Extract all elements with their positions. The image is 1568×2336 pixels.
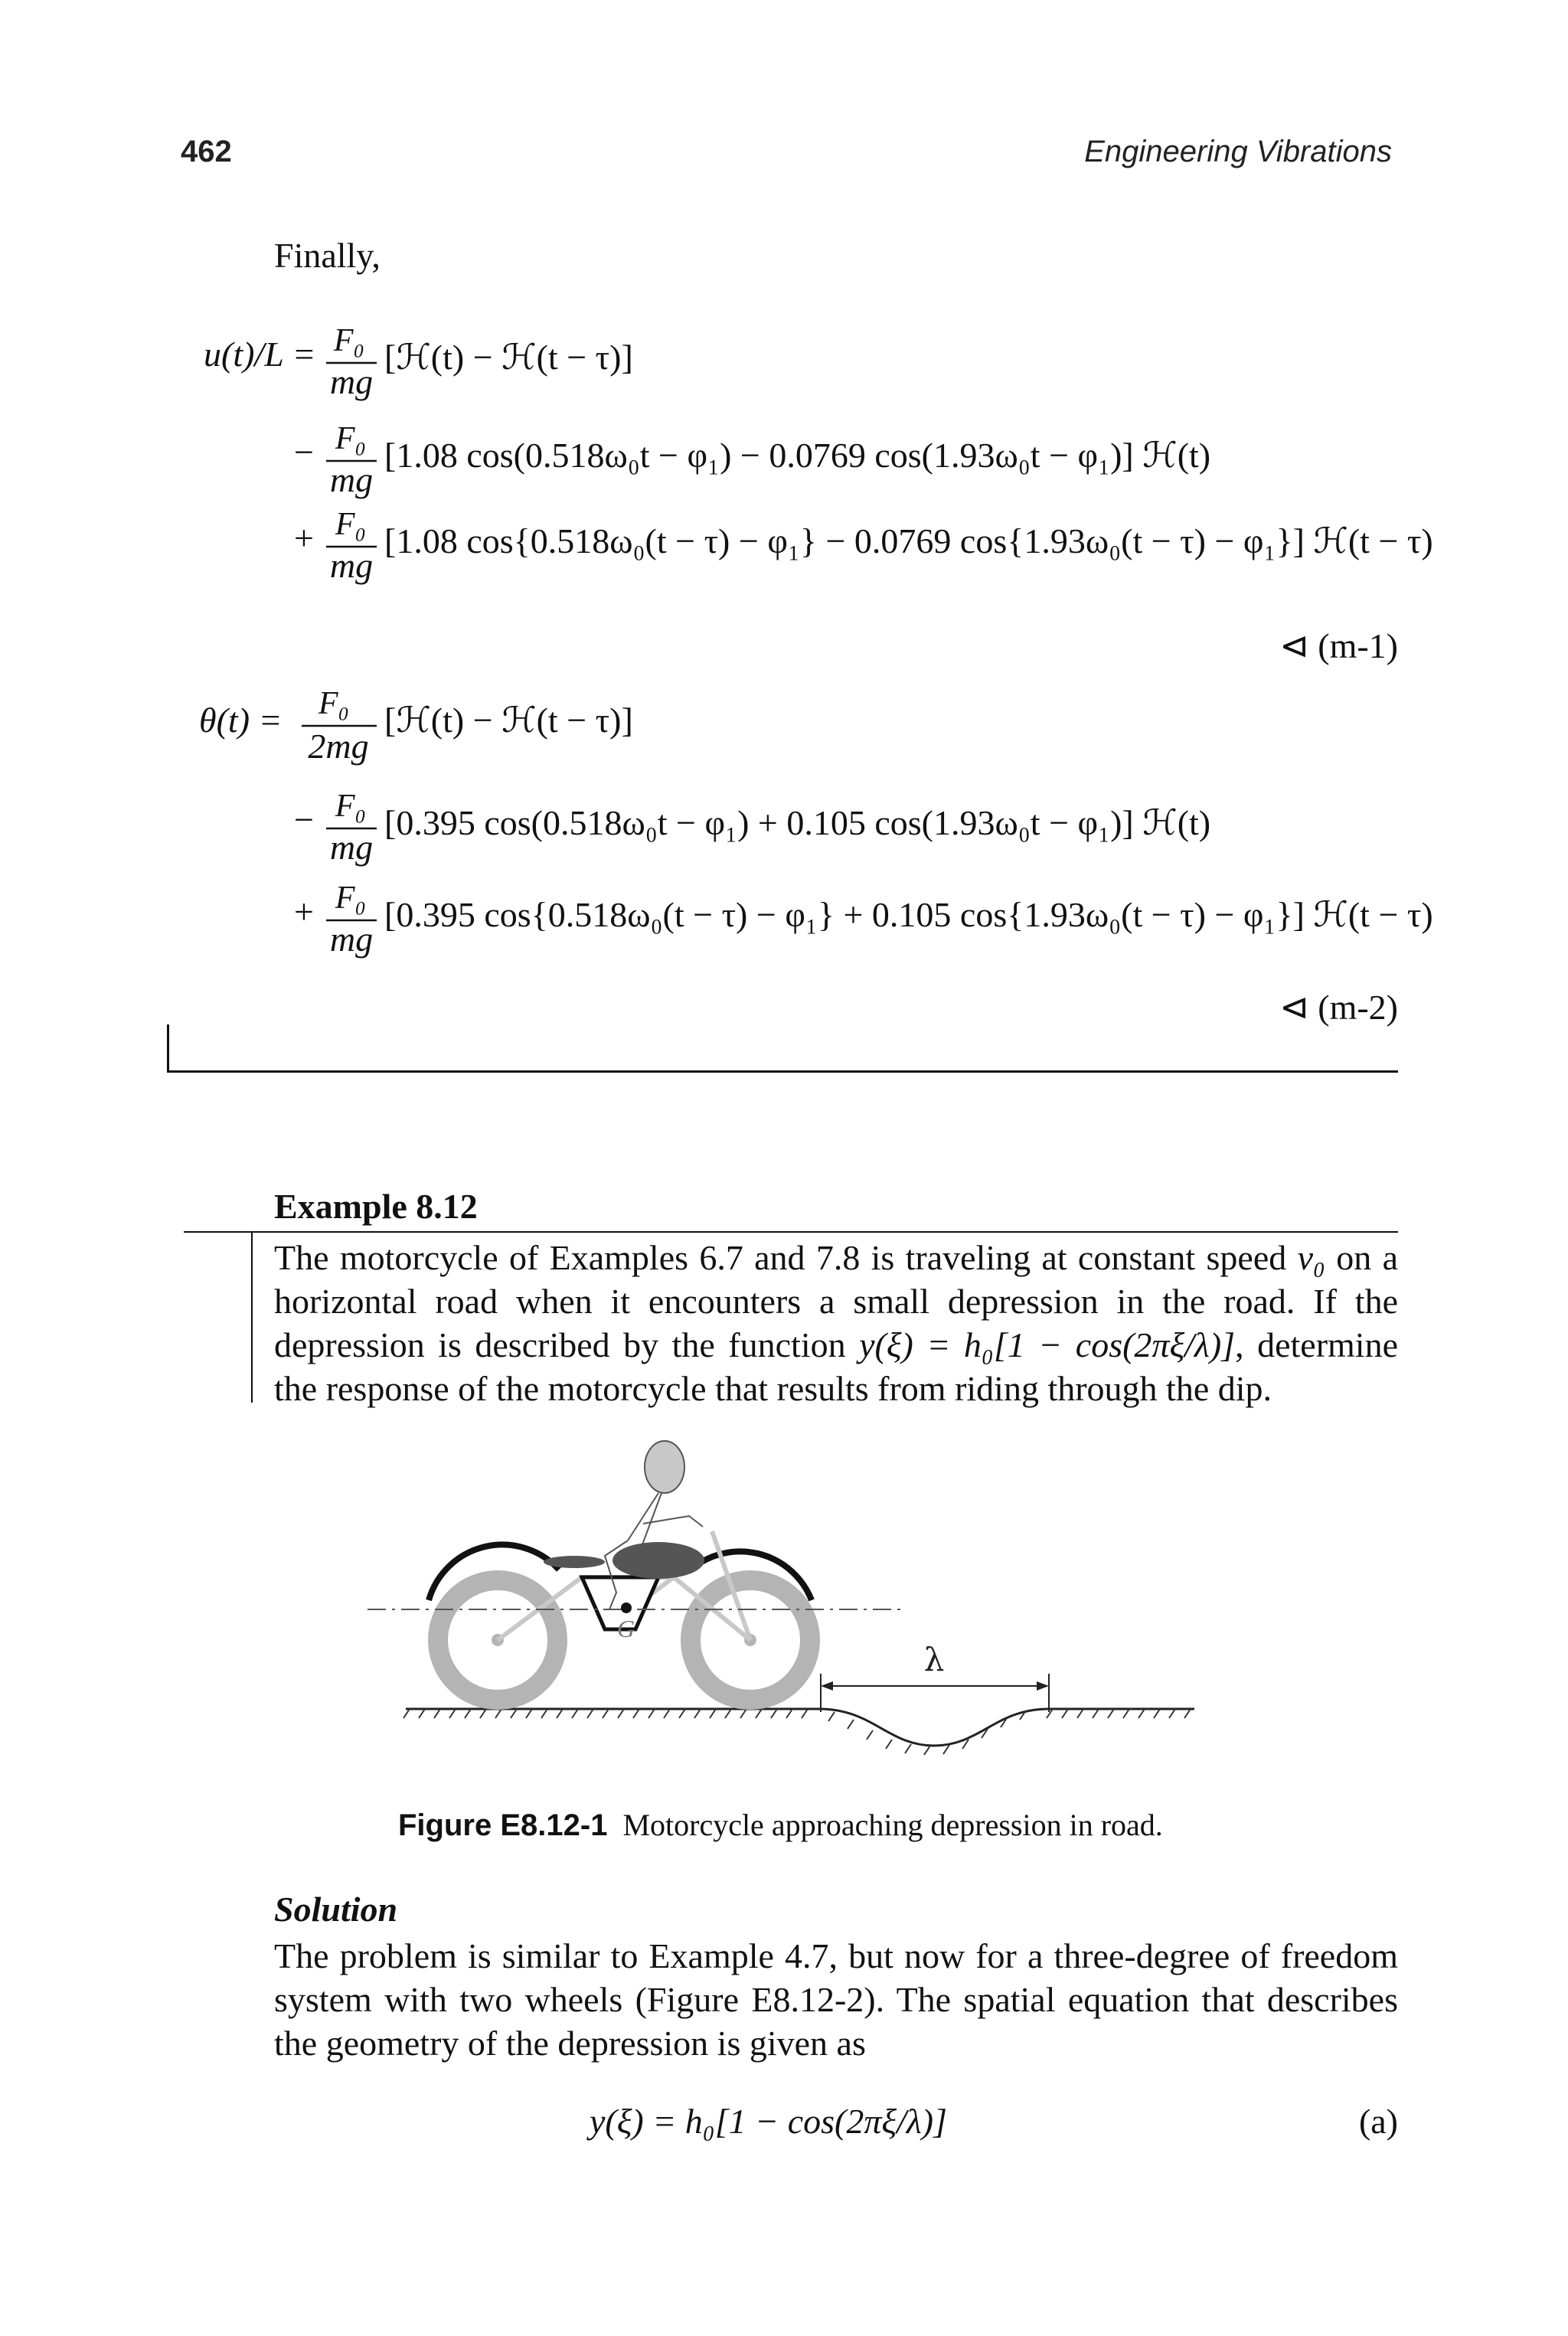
example-end-bracket-vertical <box>167 1024 169 1072</box>
center-of-mass-dot <box>621 1603 632 1613</box>
example-top-rule <box>184 1231 1398 1233</box>
svg-text:mg: mg <box>329 920 374 959</box>
svg-text:F₀: F₀ <box>335 880 367 916</box>
motorcycle-diagram <box>352 1432 1225 1769</box>
seat <box>544 1556 605 1568</box>
solution-body: The problem is similar to Example 4.7, but now for a three-degree of freedom system with two wheels (Figure E8.12-2). The spatial equation that describes the geometry of the depression is given as <box>274 1936 1398 2063</box>
example-end-rule <box>167 1070 1398 1073</box>
m2-line2: [0.395 cos(0.518ω₀t − φ₁) + 0.105 cos(1.93ω₀t − φ₁)] ℋ(t) <box>384 803 1211 842</box>
m1-line1: [ℋ(t) − ℋ(t − τ)] <box>384 338 633 377</box>
page-number: 462 <box>181 135 232 168</box>
m1-l1-den: mg <box>329 362 374 401</box>
solution-heading: Solution <box>274 1890 398 1929</box>
svg-text:F₀: F₀ <box>335 789 367 824</box>
svg-text:2mg: 2mg <box>308 727 369 766</box>
figure-caption <box>398 1807 1163 1843</box>
svg-text:F₀: F₀ <box>318 686 350 721</box>
svg-text:mg: mg <box>329 460 374 499</box>
m1-tag: ⊲ (m-1) <box>1279 626 1398 665</box>
m2-line3: [0.395 cos{0.518ω₀(t − τ) − φ₁} + 0.105 cos{1.93ω₀(t − τ) − φ₁}] ℋ(t − τ) <box>384 895 1433 934</box>
svg-text:F₀: F₀ <box>335 421 367 456</box>
rider-head <box>645 1441 684 1493</box>
example-title: Example 8.12 <box>274 1187 478 1226</box>
figure-caption-text: Motorcycle approaching depression in road. <box>622 1808 1163 1842</box>
ground-hatch <box>403 1709 1191 1755</box>
equation-m1 <box>181 312 1433 665</box>
svg-text:+: + <box>294 892 314 931</box>
svg-text:mg: mg <box>329 546 374 585</box>
figure-motorcycle <box>352 1432 1225 1769</box>
G-label: G <box>617 1615 635 1642</box>
equation-m2-svg <box>181 674 1433 1034</box>
svg-text:+: + <box>294 518 314 557</box>
equation-a-tag: (a) <box>1358 2102 1398 2141</box>
equation-m1-svg <box>181 312 1433 665</box>
finally-text: Finally, <box>274 236 381 275</box>
svg-text:−: − <box>294 800 314 839</box>
example-body: The motorcycle of Examples 6.7 and 7.8 is traveling at constant speed v₀ on a horizontal road when it encounters a small depression in the road. If the depression is described by the function y(ξ) = h₀[1 − cos(2πξ/λ)], determine the response of the motorcycle that results from riding through the dip. <box>274 1238 1398 1408</box>
lambda-label: λ <box>923 1641 945 1678</box>
road-surface <box>406 1709 1194 1746</box>
m1-line2: [1.08 cos(0.518ω₀t − φ₁) − 0.0769 cos(1.93ω₀t − φ₁)] ℋ(t) <box>384 436 1211 475</box>
m1-l1-num: F₀ <box>333 323 365 358</box>
svg-text:−: − <box>294 433 314 472</box>
m2-lhs: θ(t) = <box>199 701 283 740</box>
example-side-rule <box>251 1233 253 1403</box>
figure-label: Figure E8.12-1 <box>398 1808 608 1842</box>
m2-line1: [ℋ(t) − ℋ(t − τ)] <box>384 701 633 740</box>
svg-text:mg: mg <box>329 828 374 867</box>
running-title: Engineering Vibrations <box>1084 135 1392 168</box>
svg-text:F₀: F₀ <box>335 507 367 542</box>
equation-m2 <box>181 674 1433 1034</box>
m1-line3: [1.08 cos{0.518ω₀(t − τ) − φ₁} − 0.0769 cos{1.93ω₀(t − τ) − φ₁}] ℋ(t − τ) <box>384 521 1433 560</box>
m1-lhs: u(t)/L = <box>204 335 316 374</box>
m2-tag: ⊲ (m-2) <box>1279 988 1398 1027</box>
equation-a: y(ξ) = h₀[1 − cos(2πξ/λ)] <box>590 2102 948 2141</box>
fuel-tank <box>612 1542 704 1579</box>
